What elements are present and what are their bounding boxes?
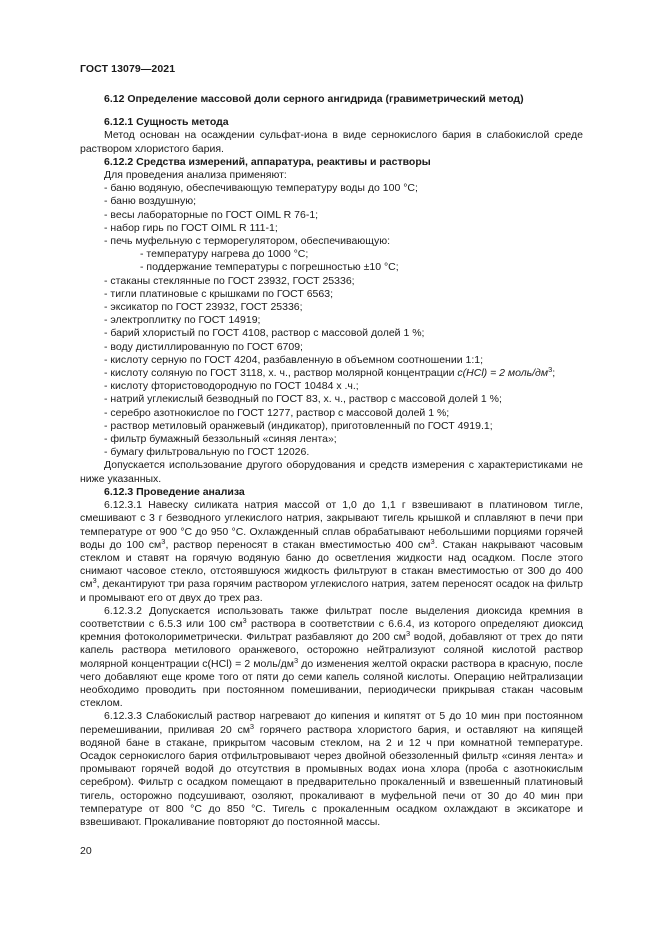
hcl-concentration: c(HCl) = 2 моль/дм bbox=[457, 367, 549, 380]
list-item: - серебро азотнокислое по ГОСТ 1277, раствор с массовой долей 1 %; bbox=[104, 406, 450, 419]
list-item: - электроплитку по ГОСТ 14919; bbox=[104, 314, 261, 327]
list-item: - эксикатор по ГОСТ 23932, ГОСТ 25336; bbox=[104, 301, 303, 314]
equipment-note: Допускается использование другого оборудования и средств измерения с характеристиками не ниже указанных. bbox=[80, 459, 583, 485]
text-run: , декантируют три раза горячим раствором углекислого натрия, затем переносят осадок на фильтр и промывают его от двух до трех раз. bbox=[80, 578, 583, 604]
hcl-item-text: - кислоту соляную по ГОСТ 3118, х. ч., раствор молярной концентрации bbox=[104, 367, 458, 380]
equipment-intro: Для проведения анализа применяют: bbox=[104, 169, 287, 182]
list-item: - раствор метиловый оранжевый (индикатор), приготовленный по ГОСТ 4919.1; bbox=[104, 419, 493, 432]
list-item: - кислоту серную по ГОСТ 4204, разбавленную в объемном соотношении 1:1; bbox=[104, 353, 483, 366]
list-item: - натрий углекислый безводный по ГОСТ 83, х. ч., раствор с массовой долей 1 %; bbox=[104, 393, 502, 406]
superscript-3: 3 bbox=[249, 721, 255, 731]
equipment-list bbox=[80, 182, 583, 459]
list-item: - набор гирь по ГОСТ OIML R 111-1; bbox=[104, 221, 278, 234]
paragraph-6-12-3-2 bbox=[80, 605, 583, 711]
superscript-3: 3 bbox=[548, 365, 553, 375]
list-item: - печь муфельную с терморегулятором, обеспечивающую: bbox=[104, 235, 390, 248]
text-run: 6.12.3.3 Слабокислый раствор нагревают до кипения и кипятят от 5 до 10 мин при постоянном перемешивании, приливая 20 см bbox=[80, 710, 583, 736]
text-run: раствора в соответствии с 6.6.4, из которого определяют диоксид кремния фотоколориметрически. Фильтрат разбавляют до 200 см bbox=[80, 617, 584, 644]
subsection-title-equipment: 6.12.2 Средства измерений, аппаратура, реактивы и растворы bbox=[104, 155, 431, 168]
list-item: - баню водяную, обеспечивающую температуру воды до 100 °С; bbox=[104, 182, 418, 195]
list-item: - воду дистиллированную по ГОСТ 6709; bbox=[104, 340, 303, 353]
page-number: 20 bbox=[80, 845, 92, 857]
subsection-title-procedure: 6.12.3 Проведение анализа bbox=[104, 485, 245, 498]
method-description: Метод основан на осаждении сульфат-иона в виде сернокислого бария в слабокислой среде раствором хлористого бария. bbox=[80, 129, 583, 155]
superscript-3: 3 bbox=[405, 629, 411, 639]
text-run: , раствор переносят в стакан вместимостью 400 см bbox=[165, 538, 431, 551]
text-run: до изменения желтой окраски раствора в красную, после чего добавляют еще кроме того от пяти до семи капель соляной кислоты. Операцию нейтрализации необходимо проводить при постоянном помешивании, периодически прикрывая стакан часовым стеклом. bbox=[80, 657, 583, 710]
document-code: ГОСТ 13079—2021 bbox=[80, 63, 176, 75]
superscript-3: 3 bbox=[242, 615, 247, 625]
list-item-hcl bbox=[104, 367, 583, 380]
document-body bbox=[80, 93, 583, 829]
subsection-title-method: 6.12.1 Сущность метода bbox=[104, 116, 229, 129]
text-run: . Стакан накрывают часовым стеклом и ставят на горячую водяную баню до осветления жидкости над осадком. После этого снимают часовое стекло, отстоявшуюся жидкость фильтруют в стакан вместимостью от 300 до 400 см bbox=[80, 538, 583, 591]
text-run: 6.12.3.2 Допускается использовать также фильтрат после выделения диоксида кремния в соответствии с 6.5.3 или 100 см bbox=[80, 604, 583, 630]
list-item: - кислоту фтористоводородную по ГОСТ 10484 х .ч.; bbox=[104, 380, 359, 393]
list-subitem: - поддержание температуры с погрешностью ±10 °С; bbox=[140, 261, 399, 274]
list-item: - баню воздушную; bbox=[104, 195, 197, 208]
paragraph-6-12-3-1 bbox=[80, 499, 583, 605]
paragraph-6-12-3-3 bbox=[80, 710, 583, 829]
list-item: - тигли платиновые с крышками по ГОСТ 6563; bbox=[104, 287, 333, 300]
superscript-3: 3 bbox=[430, 536, 435, 546]
superscript-3: 3 bbox=[161, 536, 166, 546]
list-item: - бумагу фильтровальную по ГОСТ 12026. bbox=[104, 446, 310, 459]
superscript-3: 3 bbox=[92, 576, 97, 586]
list-item: - барий хлористый по ГОСТ 4108, раствор с массовой долей 1 %; bbox=[104, 327, 425, 340]
text-run: горячего раствора хлористого бария, и оставляют на кипящей водяной бане в стакане, прикрытом часовым стеклом, на 2 и 12 ч при комнатной температуре. Осадок сернокислого бария отфильтровывают через двойной обеззоленный фильтр «синяя лента» и промывают горячей водой до отсутствия в промывных водах иона хлора (проба с азотнокислым серебром). Фильтр с осадком помещают в предварительно прокаленный и взвешенный платиновый тигель, осторожно подсушивают, озоляют, прокаливают в муфельной печи от 30 до 40 мин при температуре от 800 °С до 850 °С. Тигель с прокаленным осадком охлаждают в эксикаторе и взвешивают. Прокаливание повторяют до постоянной массы. bbox=[80, 723, 583, 828]
text-run: 6.12.3.1 Навеску силиката натрия массой от 1,0 до 1,1 г взвешивают в платиновом тигле, смешивают с 3 г безводного углекислого натрия, закрывают тигель крышкой и сплавляют в печи при температуре от 900 °С до 950 °С. Охлажденный сплав обрабатывают небольшими порциями горячей воды до 100 см bbox=[80, 499, 583, 551]
list-item: - весы лабораторные по ГОСТ OIML R 76-1; bbox=[104, 208, 319, 221]
hcl-item-end: ; bbox=[552, 367, 556, 380]
superscript-3: 3 bbox=[294, 655, 299, 665]
list-item: - фильтр бумажный беззольный «синяя лента»; bbox=[104, 433, 337, 446]
text-run: водой, добавляют от трех до пяти капель раствора метилового оранжевого, осторожно нейтрализуют соляной кислотой раствор молярной концентрации c(HCl) = 2 моль/дм bbox=[80, 631, 583, 670]
section-title: 6.12 Определение массовой доли серного ангидрида (гравиметрический метод) bbox=[104, 93, 524, 105]
list-item: - стаканы стеклянные по ГОСТ 23932, ГОСТ 25336; bbox=[104, 274, 355, 287]
list-subitem: - температуру нагрева до 1000 °С; bbox=[140, 248, 309, 261]
